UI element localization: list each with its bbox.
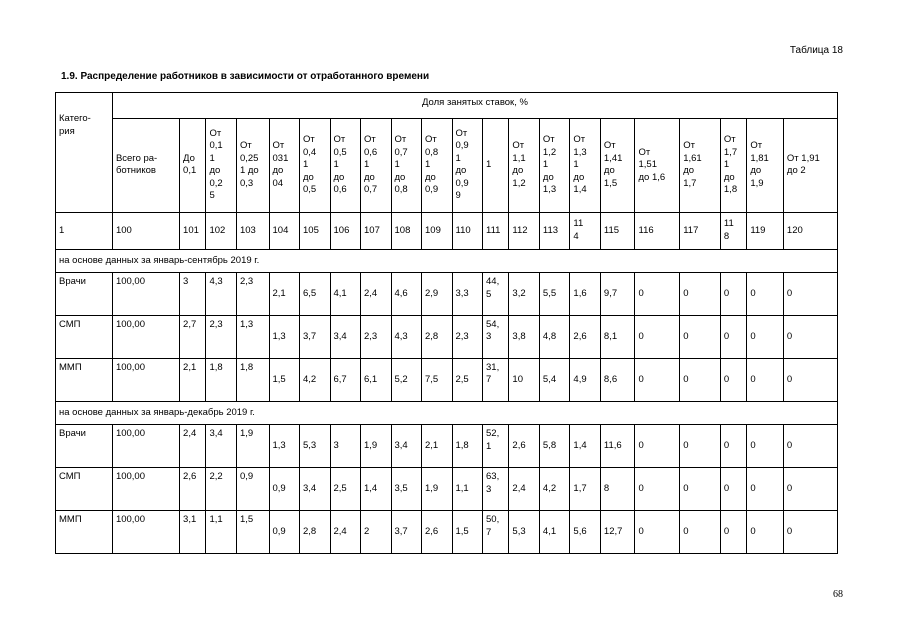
header-row-group xyxy=(56,93,838,119)
value-cell: 0 xyxy=(783,315,837,358)
value-cell: 0 xyxy=(720,315,746,358)
value-cell: 0 xyxy=(635,315,680,358)
value-cell: 8,1 xyxy=(600,315,635,358)
row-category-cell: СМП xyxy=(56,468,113,511)
value-cell: 2,8 xyxy=(422,315,453,358)
value-cell: 4,6 xyxy=(391,273,422,316)
value-cell: 3,2 xyxy=(509,273,540,316)
value-cell: 2,3 xyxy=(452,315,483,358)
column-header: От 1,3 1 до 1,4 xyxy=(570,118,601,212)
value-cell: 0 xyxy=(720,358,746,401)
value-cell: 0 xyxy=(635,468,680,511)
value-cell: 4,1 xyxy=(330,273,361,316)
value-cell: 4,3 xyxy=(206,273,237,316)
value-cell: 0 xyxy=(783,425,837,468)
value-cell: 2,7 xyxy=(180,315,206,358)
value-cell: 4,9 xyxy=(570,358,601,401)
value-cell: 54, 3 xyxy=(483,315,509,358)
value-cell: 4,8 xyxy=(539,315,570,358)
column-number-cell: 109 xyxy=(422,213,453,249)
section-title: 1.9. Распределение работников в зависимости от отработанного времени xyxy=(61,71,430,82)
value-cell: 5,5 xyxy=(539,273,570,316)
column-number-cell: 11 4 xyxy=(570,213,601,249)
value-cell: 0 xyxy=(747,511,784,554)
column-header: От 0,1 1 до 0,2 5 xyxy=(206,118,237,212)
value-cell: 0 xyxy=(747,358,784,401)
column-header: От 0,7 1 до 0,8 xyxy=(391,118,422,212)
value-cell: 3,4 xyxy=(300,468,331,511)
table-row xyxy=(56,468,838,511)
value-cell: 0,9 xyxy=(269,468,300,511)
value-cell: 3,4 xyxy=(206,425,237,468)
value-cell: 3,5 xyxy=(391,468,422,511)
value-cell: 12,7 xyxy=(600,511,635,554)
column-number-cell: 111 xyxy=(483,213,509,249)
value-cell: 0 xyxy=(783,511,837,554)
value-cell: 6,7 xyxy=(330,358,361,401)
value-cell: 2,5 xyxy=(330,468,361,511)
value-cell: 100,00 xyxy=(112,315,179,358)
value-cell: 1,5 xyxy=(269,358,300,401)
column-header: От 0,25 1 до 0,3 xyxy=(236,118,269,212)
value-cell: 100,00 xyxy=(112,358,179,401)
value-cell: 2,6 xyxy=(570,315,601,358)
table-row xyxy=(56,511,838,554)
value-cell: 44, 5 xyxy=(483,273,509,316)
value-cell: 0 xyxy=(747,273,784,316)
value-cell: 50, 7 xyxy=(483,511,509,554)
value-cell: 3,3 xyxy=(452,273,483,316)
column-header: От 0,6 1 до 0,7 xyxy=(361,118,392,212)
column-number-cell: 106 xyxy=(330,213,361,249)
value-cell: 3,4 xyxy=(330,315,361,358)
column-header: От 0,4 1 до 0,5 xyxy=(300,118,331,212)
value-cell: 3 xyxy=(330,425,361,468)
column-header: От 0,9 1 до 0,9 9 xyxy=(452,118,483,212)
value-cell: 5,2 xyxy=(391,358,422,401)
column-number-cell: 113 xyxy=(539,213,570,249)
value-cell: 8 xyxy=(600,468,635,511)
column-header: От 1,1 до 1,2 xyxy=(509,118,540,212)
category-header: Катего- рия xyxy=(56,93,113,213)
value-cell: 2 xyxy=(361,511,392,554)
value-cell: 0,9 xyxy=(236,468,269,511)
value-cell: 0 xyxy=(783,358,837,401)
section-title-row xyxy=(56,249,838,273)
value-cell: 3,7 xyxy=(391,511,422,554)
column-number-cell: 105 xyxy=(300,213,331,249)
value-cell: 1,9 xyxy=(422,468,453,511)
column-number-cell: 1 xyxy=(56,213,113,249)
column-header: От 031 до 04 xyxy=(269,118,300,212)
value-cell: 3 xyxy=(180,273,206,316)
column-header: От 1,51 до 1,6 xyxy=(635,118,680,212)
column-number-cell: 112 xyxy=(509,213,540,249)
column-number-cell: 101 xyxy=(180,213,206,249)
column-header: Всего ра- ботников xyxy=(112,118,179,212)
column-number-cell: 115 xyxy=(600,213,635,249)
value-cell: 2,5 xyxy=(452,358,483,401)
column-header: От 0,5 1 до 0,6 xyxy=(330,118,361,212)
value-cell: 4,2 xyxy=(539,468,570,511)
value-cell: 2,1 xyxy=(422,425,453,468)
column-header: 1 xyxy=(483,118,509,212)
value-cell: 0 xyxy=(747,315,784,358)
value-cell: 1,8 xyxy=(236,358,269,401)
column-header: От 1,61 до 1,7 xyxy=(680,118,721,212)
section-title-cell: на основе данных за январь-сентябрь 2019 г. xyxy=(56,249,838,273)
value-cell: 0 xyxy=(720,425,746,468)
value-cell: 1,1 xyxy=(452,468,483,511)
value-cell: 4,3 xyxy=(391,315,422,358)
value-cell: 0 xyxy=(635,511,680,554)
value-cell: 0 xyxy=(680,358,721,401)
value-cell: 0 xyxy=(635,273,680,316)
value-cell: 0 xyxy=(635,358,680,401)
value-cell: 6,1 xyxy=(361,358,392,401)
value-cell: 2,6 xyxy=(509,425,540,468)
value-cell: 1,9 xyxy=(236,425,269,468)
column-header: От 1,91 до 2 xyxy=(783,118,837,212)
column-number-cell: 119 xyxy=(747,213,784,249)
value-cell: 0 xyxy=(635,425,680,468)
row-category-cell: СМП xyxy=(56,315,113,358)
value-cell: 3,1 xyxy=(180,511,206,554)
value-cell: 3,7 xyxy=(300,315,331,358)
value-cell: 10 xyxy=(509,358,540,401)
value-cell: 2,1 xyxy=(269,273,300,316)
column-number-cell: 102 xyxy=(206,213,237,249)
table-row xyxy=(56,425,838,468)
value-cell: 8,6 xyxy=(600,358,635,401)
value-cell: 2,4 xyxy=(361,273,392,316)
header-row-columns xyxy=(56,118,838,212)
value-cell: 5,3 xyxy=(509,511,540,554)
value-cell: 100,00 xyxy=(112,468,179,511)
value-cell: 1,7 xyxy=(570,468,601,511)
row-category-cell: ММП xyxy=(56,511,113,554)
column-header: До 0,1 xyxy=(180,118,206,212)
value-cell: 1,5 xyxy=(452,511,483,554)
column-number-cell: 100 xyxy=(112,213,179,249)
value-cell: 0 xyxy=(720,468,746,511)
value-cell: 1,8 xyxy=(206,358,237,401)
value-cell: 0 xyxy=(783,273,837,316)
value-cell: 6,5 xyxy=(300,273,331,316)
value-cell: 0 xyxy=(747,468,784,511)
value-cell: 5,3 xyxy=(300,425,331,468)
value-cell: 2,4 xyxy=(330,511,361,554)
value-cell: 2,4 xyxy=(509,468,540,511)
share-group-header: Доля занятых ставок, % xyxy=(112,93,837,119)
value-cell: 2,1 xyxy=(180,358,206,401)
column-header: От 0,8 1 до 0,9 xyxy=(422,118,453,212)
column-number-cell: 107 xyxy=(361,213,392,249)
value-cell: 0 xyxy=(680,425,721,468)
value-cell: 0,9 xyxy=(269,511,300,554)
value-cell: 1,8 xyxy=(452,425,483,468)
value-cell: 11,6 xyxy=(600,425,635,468)
value-cell: 100,00 xyxy=(112,511,179,554)
column-number-cell: 120 xyxy=(783,213,837,249)
column-header: От 1,2 1 до 1,3 xyxy=(539,118,570,212)
section-title-cell: на основе данных за январь-декабрь 2019 г. xyxy=(56,401,838,425)
column-header: От 1,41 до 1,5 xyxy=(600,118,635,212)
value-cell: 2,8 xyxy=(300,511,331,554)
table-row xyxy=(56,315,838,358)
table-row xyxy=(56,273,838,316)
value-cell: 1,3 xyxy=(269,425,300,468)
column-number-cell: 11 8 xyxy=(720,213,746,249)
row-category-cell: Врачи xyxy=(56,425,113,468)
value-cell: 63, 3 xyxy=(483,468,509,511)
value-cell: 1,1 xyxy=(206,511,237,554)
page-number: 68 xyxy=(833,589,843,600)
value-cell: 3,8 xyxy=(509,315,540,358)
value-cell: 1,6 xyxy=(570,273,601,316)
value-cell: 2,6 xyxy=(422,511,453,554)
table-row xyxy=(56,358,838,401)
value-cell: 2,6 xyxy=(180,468,206,511)
value-cell: 0 xyxy=(680,315,721,358)
value-cell: 52, 1 xyxy=(483,425,509,468)
section-title-row xyxy=(56,401,838,425)
table-label: Таблица 18 xyxy=(789,45,843,56)
column-number-cell: 110 xyxy=(452,213,483,249)
value-cell: 0 xyxy=(720,273,746,316)
column-number-cell: 116 xyxy=(635,213,680,249)
value-cell: 0 xyxy=(680,273,721,316)
column-number-cell: 104 xyxy=(269,213,300,249)
value-cell: 1,3 xyxy=(269,315,300,358)
column-header: От 1,7 1 до 1,8 xyxy=(720,118,746,212)
value-cell: 2,2 xyxy=(206,468,237,511)
value-cell: 4,2 xyxy=(300,358,331,401)
column-number-row xyxy=(56,213,838,249)
value-cell: 31, 7 xyxy=(483,358,509,401)
column-number-cell: 117 xyxy=(680,213,721,249)
value-cell: 2,4 xyxy=(180,425,206,468)
value-cell: 2,9 xyxy=(422,273,453,316)
value-cell: 0 xyxy=(720,511,746,554)
value-cell: 5,4 xyxy=(539,358,570,401)
value-cell: 2,3 xyxy=(361,315,392,358)
value-cell: 3,4 xyxy=(391,425,422,468)
value-cell: 5,8 xyxy=(539,425,570,468)
column-header: От 1,81 до 1,9 xyxy=(747,118,784,212)
row-category-cell: Врачи xyxy=(56,273,113,316)
distribution-table xyxy=(55,92,838,554)
value-cell: 7,5 xyxy=(422,358,453,401)
value-cell: 5,6 xyxy=(570,511,601,554)
value-cell: 1,4 xyxy=(361,468,392,511)
column-number-cell: 103 xyxy=(236,213,269,249)
value-cell: 0 xyxy=(680,511,721,554)
value-cell: 2,3 xyxy=(206,315,237,358)
value-cell: 100,00 xyxy=(112,273,179,316)
column-number-cell: 108 xyxy=(391,213,422,249)
value-cell: 4,1 xyxy=(539,511,570,554)
value-cell: 1,3 xyxy=(236,315,269,358)
value-cell: 1,9 xyxy=(361,425,392,468)
value-cell: 9,7 xyxy=(600,273,635,316)
value-cell: 0 xyxy=(747,425,784,468)
value-cell: 0 xyxy=(680,468,721,511)
value-cell: 2,3 xyxy=(236,273,269,316)
row-category-cell: ММП xyxy=(56,358,113,401)
value-cell: 100,00 xyxy=(112,425,179,468)
value-cell: 0 xyxy=(783,468,837,511)
value-cell: 1,5 xyxy=(236,511,269,554)
value-cell: 1,4 xyxy=(570,425,601,468)
